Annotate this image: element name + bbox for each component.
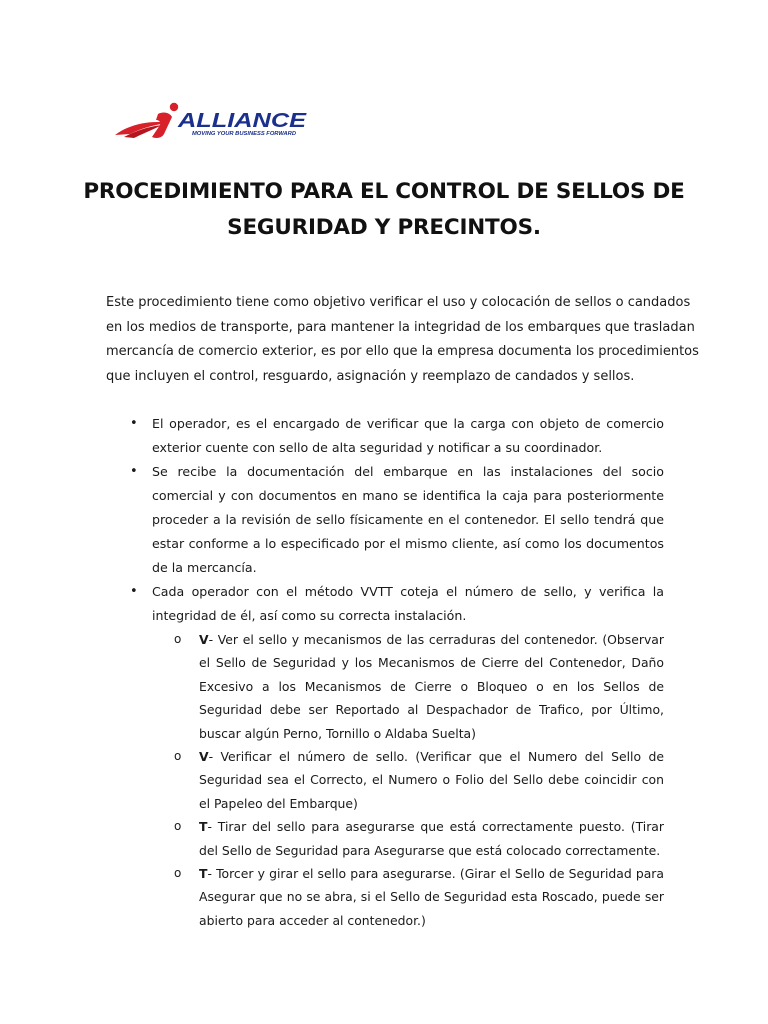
vvtt-sublist xyxy=(152,628,664,932)
list-item-text: Se recibe la documentación del embarque en las instalaciones del socio comercial y con documentos en mano se identifica la caja para posteriormente proceder a la revisión de sello físicamente en el contenedor. El sello tendrá que estar conforme a lo especificado por el mismo cliente, así como los documentos de la mercancía. xyxy=(152,464,664,575)
sublist-item xyxy=(175,862,664,932)
circle-bullet-icon: o xyxy=(174,749,182,764)
title-line: PROCEDIMIENTO PARA EL CONTROL DE SELLOS DE xyxy=(83,179,685,204)
circle-bullet-icon: o xyxy=(174,819,182,834)
step-code: T xyxy=(199,866,208,882)
bullet-icon: • xyxy=(130,584,138,599)
logo-red-figure xyxy=(152,113,172,138)
logo-tagline: MOVING YOUR BUSINESS FORWARD xyxy=(192,131,297,137)
intro-paragraph xyxy=(106,291,699,390)
circle-bullet-icon: o xyxy=(174,866,182,881)
intro-line: mercancía de comercio exterior, es por ello que la empresa documenta los procedimientos xyxy=(106,344,699,360)
list-item xyxy=(130,412,664,460)
sublist-item xyxy=(175,628,664,745)
sublist-item xyxy=(175,745,664,815)
sublist-item xyxy=(175,815,664,862)
circle-bullet-icon: o xyxy=(174,632,182,646)
document-title xyxy=(60,174,708,246)
list-item-text: Cada operador con el método VVTT coteja el número de sello, y verifica la integridad de él, así como su correcta instalación. xyxy=(152,584,664,623)
title-line: SEGURIDAD Y PRECINTOS. xyxy=(227,215,541,240)
intro-line: Este procedimiento tiene como objetivo verificar el uso y colocación de sellos o candados xyxy=(106,295,691,310)
bullet-icon: • xyxy=(130,464,138,479)
step-code: V xyxy=(199,632,209,647)
alliance-logo xyxy=(112,101,312,143)
list-item xyxy=(130,460,664,580)
step-text: - Tirar del sello para asegurarse que está correctamente puesto. (Tirar del Sello de Seguridad para Asegurarse que está colocado correctamente. xyxy=(199,819,664,858)
list-item xyxy=(130,580,664,932)
intro-line: en los medios de transporte, para mantener la integridad de los embarques que trasladan xyxy=(106,319,695,335)
step-code: V xyxy=(199,749,209,765)
procedure-list xyxy=(130,412,664,932)
logo-wordmark: ALLIANCE xyxy=(176,110,307,132)
list-item-text: El operador, es el encargado de verificar que la carga con objeto de comercio exterior cuente con sello de alta seguridad y notificar a su coordinador. xyxy=(152,416,664,455)
step-text: - Verificar el número de sello. (Verificar que el Numero del Sello de Seguridad sea el Correcto, el Numero o Folio del Sello debe coincidir con el Papeleo del Embarque) xyxy=(199,749,664,811)
step-text: - Ver el sello y mecanismos de las cerraduras del contenedor. (Observar el Sello de Seguridad y los Mecanismos de Cierre del Contenedor, Daño Excesivo a los Mecanismos de Cierre o Bloqueo o en los Sellos de Seguridad debe ser Reportado al Despachador de Trafico, por Último, buscar algún Perno, Tornillo o Aldaba Suelta) xyxy=(199,632,664,741)
bullet-icon: • xyxy=(130,416,138,431)
step-code: T xyxy=(199,819,208,835)
step-text: - Torcer y girar el sello para asegurarse. (Girar el Sello de Seguridad para Asegurar que no se abra, si el Sello de Seguridad esta Roscado, puede ser abierto para acceder al contenedor.) xyxy=(199,866,664,928)
logo-red-dot xyxy=(170,103,178,111)
intro-line: que incluyen el control, resguardo, asignación y reemplazo de candados y sellos. xyxy=(106,369,635,385)
